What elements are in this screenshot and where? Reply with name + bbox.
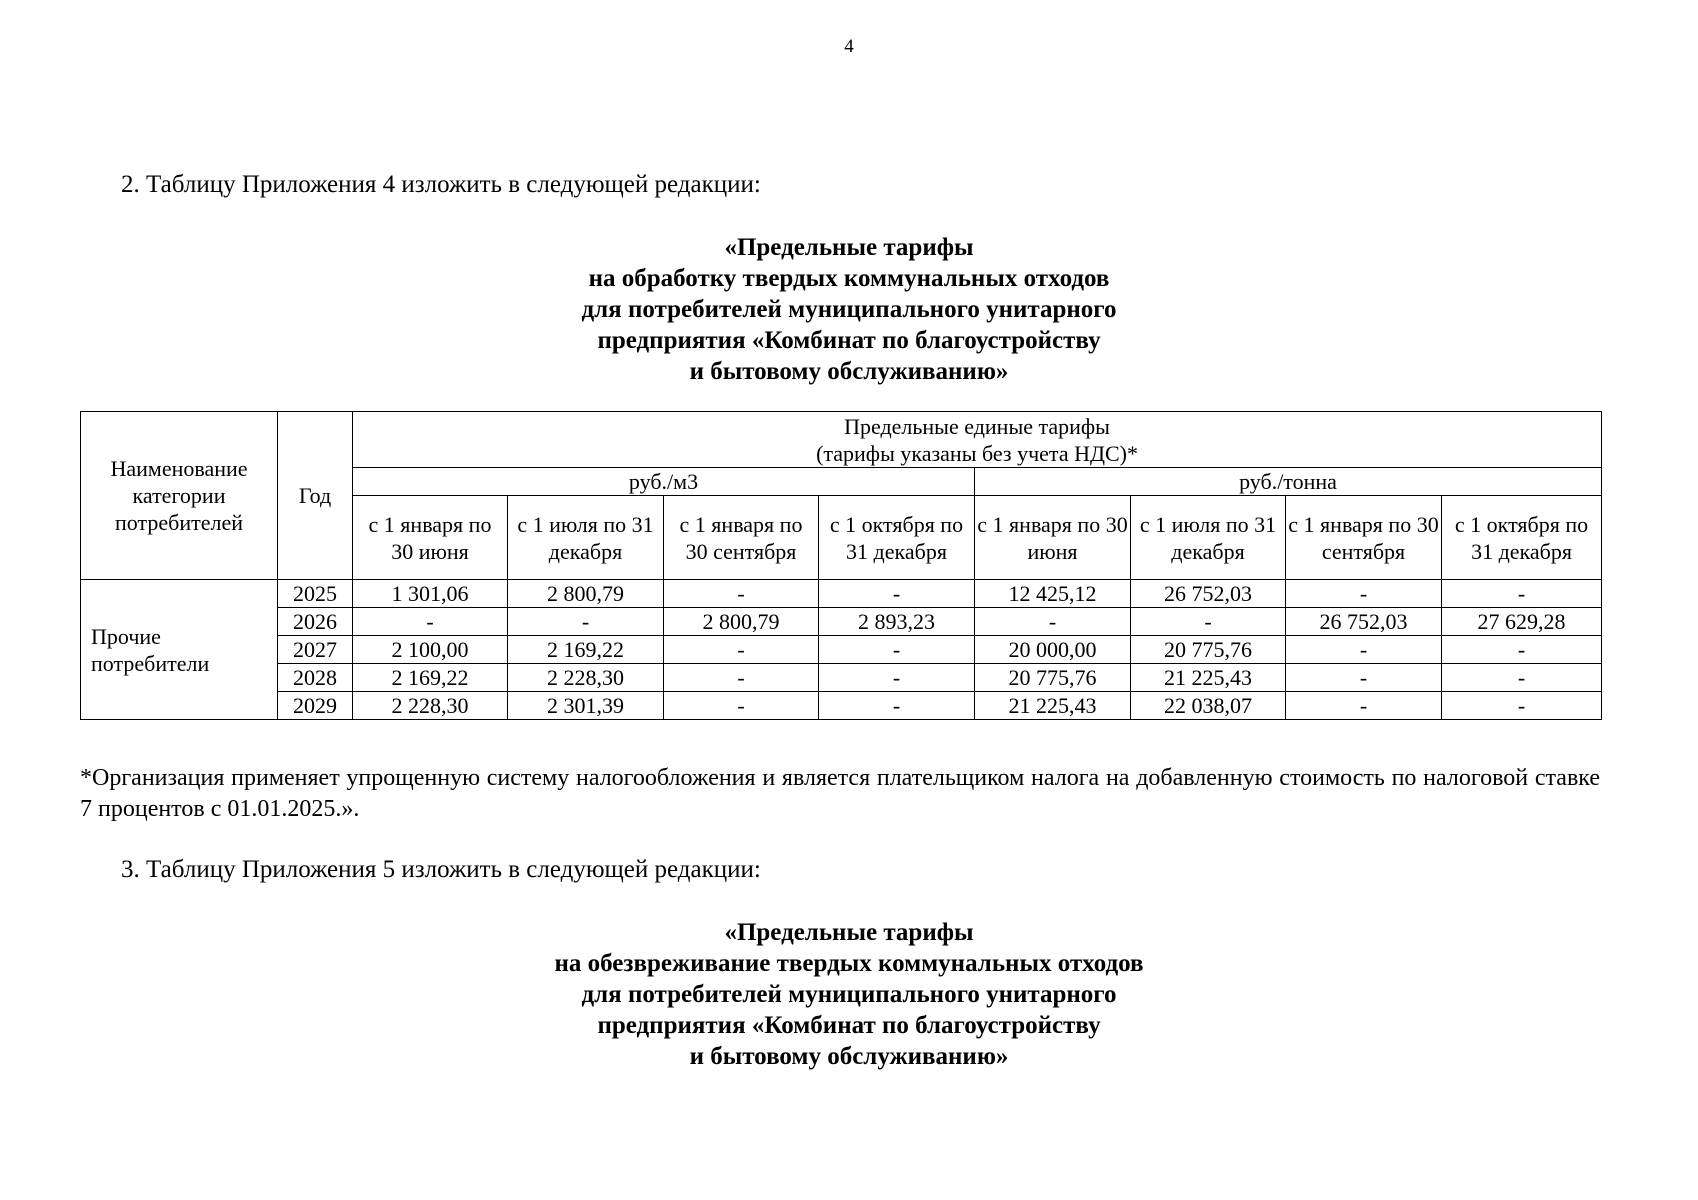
- value-cell: -: [1442, 636, 1602, 664]
- year-cell: 2027: [278, 636, 353, 664]
- header-unit-m3: руб./м3: [353, 468, 975, 496]
- value-cell: 1 301,06: [353, 580, 508, 608]
- header-category: Наименование категории потребителей: [81, 412, 278, 580]
- value-cell: -: [353, 608, 508, 636]
- tariff-table: [80, 411, 1602, 720]
- value-cell: 2 228,30: [353, 692, 508, 720]
- value-cell: 2 169,22: [353, 664, 508, 692]
- value-cell: 26 752,03: [1131, 580, 1286, 608]
- header-tariffs-group: [353, 412, 1602, 468]
- section-2-heading-line: для потребителей муниципального унитарного: [581, 296, 1117, 323]
- section-3-heading-line: для потребителей муниципального унитарного: [581, 981, 1117, 1008]
- value-cell: 2 228,30: [508, 664, 664, 692]
- value-cell: -: [819, 692, 975, 720]
- value-cell: 12 425,12: [975, 580, 1131, 608]
- vat-footnote: *Организация применяет упрощенную систему налогообложения и является плательщиком налога на добавленную стоимость по налоговой ставке 7 процентов с 01.01.2025.».: [80, 765, 1600, 822]
- header-period: с 1 октября по 31 декабря: [819, 496, 975, 580]
- value-cell: -: [819, 636, 975, 664]
- section-3-heading-line: на обезвреживание твердых коммунальных отходов: [554, 950, 1144, 977]
- header-tariffs-note: (тарифы указаны без учета НДС)*: [816, 440, 1138, 466]
- table-row: [81, 608, 1602, 636]
- value-cell: -: [1286, 664, 1442, 692]
- value-cell: 22 038,07: [1131, 692, 1286, 720]
- section-2-intro: 2. Таблицу Приложения 4 изложить в следующей редакции:: [121, 171, 761, 198]
- value-cell: 20 775,76: [975, 664, 1131, 692]
- value-cell: 2 100,00: [353, 636, 508, 664]
- header-unit-ton: руб./тонна: [975, 468, 1602, 496]
- value-cell: 2 169,22: [508, 636, 664, 664]
- value-cell: -: [664, 636, 819, 664]
- section-3-heading: [0, 917, 1698, 1072]
- year-cell: 2025: [278, 580, 353, 608]
- section-3-heading-line: «Предельные тарифы: [724, 919, 974, 946]
- value-cell: -: [1442, 664, 1602, 692]
- header-period: с 1 января по 30 сентября: [1286, 496, 1442, 580]
- value-cell: 21 225,43: [975, 692, 1131, 720]
- section-3-heading-line: и бытовому обслуживанию»: [689, 1043, 1009, 1070]
- section-2-heading-line: предприятия «Комбинат по благоустройству: [597, 327, 1101, 354]
- page-number: 4: [844, 36, 854, 57]
- value-cell: 2 301,39: [508, 692, 664, 720]
- value-cell: -: [819, 664, 975, 692]
- value-cell: 2 893,23: [819, 608, 975, 636]
- section-3-intro: 3. Таблицу Приложения 5 изложить в следующей редакции:: [121, 856, 761, 883]
- header-period: с 1 июля по 31 декабря: [508, 496, 664, 580]
- year-cell: 2026: [278, 608, 353, 636]
- value-cell: 20 775,76: [1131, 636, 1286, 664]
- header-tariffs-title: Предельные единые тарифы: [844, 413, 1110, 439]
- table-row: [81, 636, 1602, 664]
- value-cell: -: [1286, 692, 1442, 720]
- value-cell: -: [975, 608, 1131, 636]
- category-cell: Прочие потребители: [81, 580, 278, 720]
- header-period: с 1 января по 30 сентября: [664, 496, 819, 580]
- value-cell: -: [1442, 580, 1602, 608]
- section-2-heading-line: «Предельные тарифы: [724, 234, 974, 261]
- value-cell: 27 629,28: [1442, 608, 1602, 636]
- section-3-heading-line: предприятия «Комбинат по благоустройству: [597, 1012, 1101, 1039]
- value-cell: -: [508, 608, 664, 636]
- section-2-heading: [0, 232, 1698, 387]
- table-row: [81, 664, 1602, 692]
- value-cell: -: [664, 692, 819, 720]
- value-cell: 2 800,79: [664, 608, 819, 636]
- year-cell: 2028: [278, 664, 353, 692]
- value-cell: -: [1286, 580, 1442, 608]
- value-cell: 21 225,43: [1131, 664, 1286, 692]
- header-period: с 1 января по 30 июня: [975, 496, 1131, 580]
- table-row: [81, 692, 1602, 720]
- header-period: с 1 июля по 31 декабря: [1131, 496, 1286, 580]
- header-period: с 1 октября по 31 декабря: [1442, 496, 1602, 580]
- year-cell: 2029: [278, 692, 353, 720]
- header-period: с 1 января по 30 июня: [353, 496, 508, 580]
- value-cell: -: [664, 664, 819, 692]
- header-year: Год: [278, 412, 353, 580]
- value-cell: -: [819, 580, 975, 608]
- value-cell: 2 800,79: [508, 580, 664, 608]
- section-2-heading-line: на обработку твердых коммунальных отходов: [588, 265, 1110, 292]
- section-2-heading-line: и бытовому обслуживанию»: [689, 358, 1009, 385]
- table-row: [81, 580, 1602, 608]
- value-cell: 20 000,00: [975, 636, 1131, 664]
- value-cell: 26 752,03: [1286, 608, 1442, 636]
- value-cell: -: [1442, 692, 1602, 720]
- value-cell: -: [664, 580, 819, 608]
- value-cell: -: [1131, 608, 1286, 636]
- value-cell: -: [1286, 636, 1442, 664]
